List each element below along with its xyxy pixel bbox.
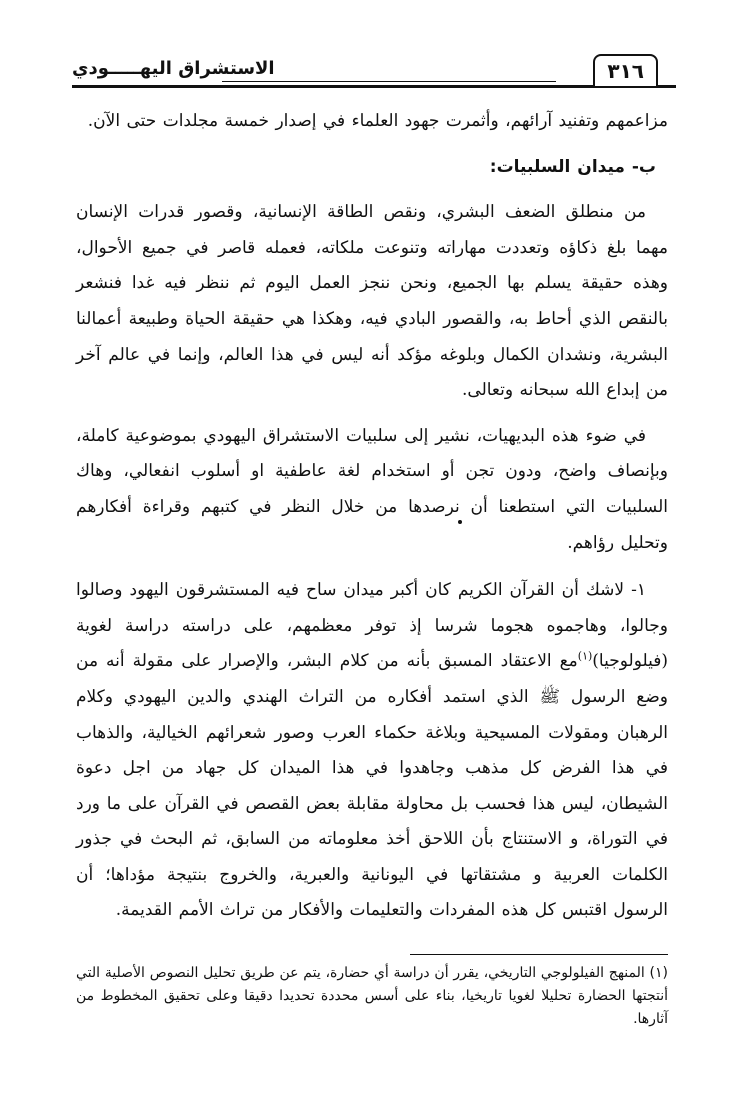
footnote	[76, 962, 668, 1031]
footnote-rule	[410, 954, 668, 955]
running-header	[72, 56, 676, 88]
running-title: الاستشراق اليهـــــودي	[72, 58, 275, 79]
paragraph-2: في ضوء هذه البديهيات، نشير إلى سلبيات الاستشراق اليهودي بموضوعية كاملة، وبإنصاف واضح، ودون تجن أو استخدام لغة عاطفية او أسلوب انفعالي، وهاك السلبيات التي استطعنا أن نرصدها من خلال النظر في كتبهم وقراءة أفكارهم وتحليل رؤاهم.	[76, 425, 668, 553]
header-rule-thin	[222, 81, 556, 82]
page-number: ٣١٦	[593, 54, 658, 86]
paragraph-1: من منطلق الضعف البشري، ونقص الطاقة الإنسانية، وقصور قدرات الإنسان مهما بلغ ذكاؤه وتعددت مهاراته وتنوعت ملكاته، فعمله قاصر في جميع الأحوال، وهذه حقيقة يسلم بها الجميع، ونحن ننجز العمل اليوم ثم ننظر فيه غدا فنشعر بالنقص الذي أحاط به، والقصور البادي فيه، وهكذا هي حقيقة الحياة وطبيعة أعمالنا البشرية، ونشدان الكمال وبلوغه مؤكد أنه ليس في هذا العالم، وإنما في عالم آخر من إبداع الله سبحانه وتعالى.	[76, 202, 668, 401]
footnote-reference[interactable]: (١)	[577, 649, 593, 663]
header-rule	[72, 85, 676, 88]
paragraph-3-part-2: مع الاعتقاد المسبق بأنه من كلام البشر، والإصرار على مقولة أنه من وضع الرسول ﷺ الذي استمد أفكاره من التراث الهندي والدين اليهودي وكلام الرهبان ومقولات المسيحية وبلاغة حكماء العرب وصور شعرائهم الخيالية، والذهاب في هذا الفرض كل مذهب وجاهدوا في هذا الميدان كل جهاد من اجل دعوة الشيطان، ليس هذا فحسب بل محاولة مقابلة بعض القصص في القرآن على ما ورد في التوراة، و الاستنتاج بأن اللاحق أخذ معلوماته من السابق، ثم البحث في جذور الكلمات العربية و مشتقاتها في اليونانية والعبرية، والخروج بنتيجة مؤداها؛ أن الرسول اقتبس كل هذه المفردات والتعليمات والأفكار من تراث الأمم القديمة.	[76, 651, 668, 921]
footnote-text: المنهج الفيلولوجي التاريخي، يقرر أن دراسة أي حضارة، يتم عن طريق تحليل النصوص الأصلية التي أنتجتها الحضارة تحليلا لغويا تاريخيا، بناء على أسس محددة تحديدا دقيقا وعلى تحقيق المخطوط من آثارها.	[76, 965, 668, 1027]
main-text	[76, 104, 668, 929]
paragraph-3	[76, 573, 668, 929]
section-subheading: ب- ميدان السلبيات:	[489, 156, 656, 177]
footnote-number: (١)	[649, 965, 668, 981]
paragraph-3-part-1: ١- لاشك أن القرآن الكريم كان أكبر ميدان ساح فيه المستشرقون اليهود وصالوا وجالوا، وهاجموه هجوما شرسا إذ توفر معظمهم، على دراسته دراسة لغوية (فيلولوجيا)	[76, 580, 668, 672]
stray-dot	[458, 520, 462, 524]
intro-line: مزاعمهم وتفنيد آرائهم، وأثمرت جهود العلماء في إصدار خمسة مجلدات حتى الآن.	[87, 111, 668, 131]
